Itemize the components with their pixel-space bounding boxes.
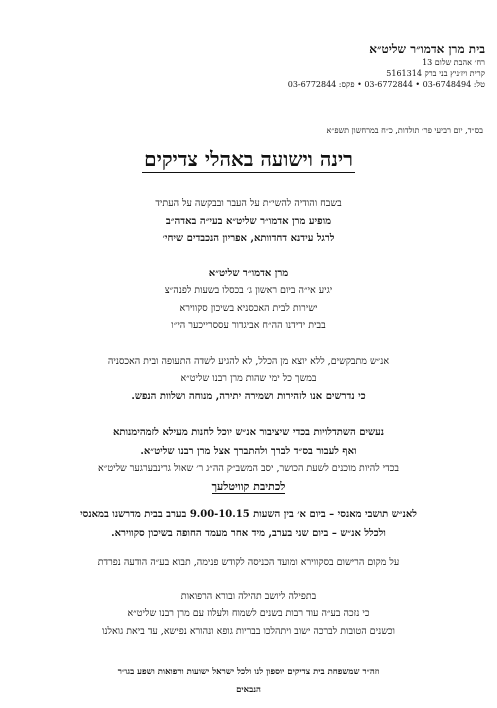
body-line-3: לרגל עידנא דחדוותא, אפריון הנכבדים שיחי׳ [162,233,335,244]
letterhead [185,42,485,90]
headline: רינה וישועה באהלי צדיקים [144,147,353,171]
body-line-17: על מקום הרישום בסקווירא ומועד הכניסה לקודש פנימה, תבוא בע״ה הודעה נפרדת [97,557,400,568]
body-line-2: מופיע מרן אדמו״ר שליט״א בעי״ה באדה״ב [165,216,332,227]
body-line-13: בכדי להיות מוכנים לשעת הכושר, יסב המשב״ק הה״ג ר׳ שאול גרינבערגער שליט״א [98,463,399,474]
body-line-15: לאנ״ש תושבי מאנסי – ביום א׳ בין השעות 9.00-10.15 בערב בבית מדרשנו במאנסי [80,509,417,520]
body-line-10: כי נדרשים אנו לזהירות ושמירה יתירה, מנוחה ושלוות הנפש. [131,391,366,402]
body-line-14 [0,480,497,493]
letterhead-address-city: קרית ויז׳ניץ בני ברק 5161314 [386,69,485,78]
dateline: בס״ד, יום רביעי פר׳ תולדות, כ״ח במרחשון תשפ״א [326,126,483,135]
body-line-19: כי נזכה בע״ה עוד רבות בשנים לשמוח ולעלוז עם מרן רבנו שליט״א [127,608,370,619]
body-line-12: ואף לעבור בס״ד לברך ולהתברך אצל מרן רבנו שליט״א. [140,446,357,457]
letterhead-phones: טל: 03-6748494 • 03-6772844 • פקס: 03-6772844 [287,80,485,89]
body-line-11: נעשים השתדלויות בכדי שיציבור אנ״ש יוכל לחנות מעילא לזמהימנותא [112,427,385,438]
body-line-5: יגיע אי״ה ביום ראשון ג׳ בכסלו בשעות לפנה״צ [164,285,333,296]
letterhead-address-street: רח׳ אהבת שלום 13 [422,58,485,67]
body-line-18: בתפילה ליושב תהילה ובורא הרפואות [180,591,317,602]
body-line-1: בשבח והודיה להשי״ת על העבר ובבקשה על העתיד [155,198,342,209]
body-line-7: בבית ידידנו הה״ח אביגדור עססרייכער הי״ו [171,320,326,331]
letterhead-title: בית מרן אדמו״ר שליט״א [369,42,485,56]
body-line-20: וכשנים הטובות לברכה ישוב ויתהלכו בבריות גופא ונהורא נפישא, עד ביאת גואלנו [102,626,395,637]
signature-line: הנבאים [236,685,261,695]
body-line-16: ולכלל אנ״ש – ביום שני בערב, מיד אחר מעמד החופה בשיכון סקווירא. [111,528,386,539]
body-line-4: מרן אדמו״ר שליט״א [208,268,289,279]
body-line-14-text: לכתיבת קוויטלעך [211,480,286,493]
headline-container [0,147,497,173]
body-line-21: וזה״ר שמשפחת בית צדיקים יוספון לנו ולכל ישראל ישועות ורפואות ושפע בגו״ר [117,667,380,677]
body-line-8: אנ״ש מתבקשים, ללא יוצא מן הכלל, לא להגיע לשדה התעופה ובית האכסניה [107,356,390,367]
body-line-6: ישירות לבית האכסניא בשיכון סקווירא [179,303,318,314]
body-line-9: במשך כל ימי שהות מרן רבנו שליט״א [180,373,317,384]
